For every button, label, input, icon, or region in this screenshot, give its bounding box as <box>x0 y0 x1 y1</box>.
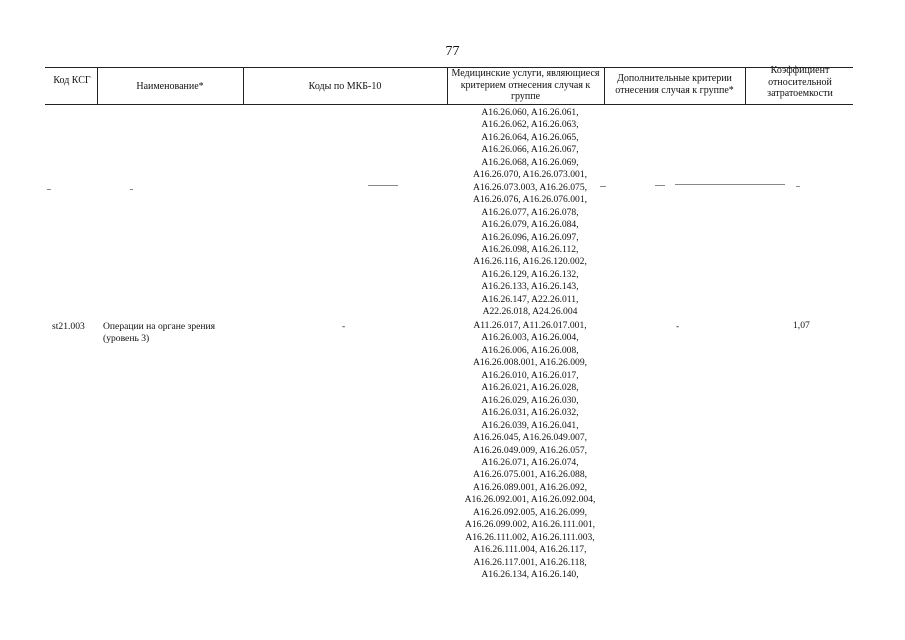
service-code-line: A16.26.111.004, A16.26.117, <box>473 544 587 556</box>
service-code-line: A16.26.073.003, A16.26.075, <box>472 181 588 193</box>
service-code-line: A16.26.021, A16.26.028, <box>481 382 579 394</box>
service-code-line: A16.26.062, A16.26.063, <box>481 119 579 131</box>
service-code-line: A16.26.060, A16.26.061, <box>481 107 579 118</box>
service-code-line: A16.26.089.001, A16.26.092, <box>472 481 588 493</box>
service-codes-list <box>440 320 620 582</box>
service-code-line: A16.26.010, A16.26.017, <box>481 369 579 381</box>
service-code-line: A16.26.008.001, A16.26.009, <box>472 357 588 369</box>
scan-mark <box>47 189 51 190</box>
service-code-line: A16.26.111.002, A16.26.111.003, <box>465 531 595 543</box>
service-code-line: A16.26.049.009, A16.26.057, <box>472 444 588 456</box>
col-divider <box>97 67 98 104</box>
service-code-line: A16.26.071, A16.26.074, <box>481 456 579 468</box>
service-code-line: A16.26.029, A16.26.030, <box>481 394 579 406</box>
service-code-line: A16.26.116, A16.26.120.002, <box>473 256 587 268</box>
scan-mark <box>368 185 398 186</box>
service-code-line: A16.26.006, A16.26.008, <box>481 344 579 356</box>
service-code-line: A16.26.147, A22.26.011, <box>481 293 579 305</box>
service-code-line: A16.26.064, A16.26.065, <box>481 131 579 143</box>
service-code-line: A16.26.092.005, A16.26.099, <box>472 506 588 518</box>
continued-codes-list <box>440 107 620 319</box>
extra-criteria: - <box>676 321 680 332</box>
header-bottom-border <box>45 104 853 105</box>
service-code-line: A16.26.003, A16.26.004, <box>481 332 579 344</box>
scan-mark <box>130 189 133 190</box>
header-criteria: Дополнительные критерии отнесения случая к группе* <box>615 73 734 96</box>
scan-mark <box>600 186 606 187</box>
coefficient: 1,07 <box>793 320 810 331</box>
scan-mark <box>655 185 665 186</box>
service-code-line: A16.26.133, A16.26.143, <box>481 281 579 293</box>
service-code-line: A16.26.068, A16.26.069, <box>481 156 579 168</box>
service-code-line: A16.26.079, A16.26.084, <box>481 219 579 231</box>
service-code-line: A16.26.066, A16.26.067, <box>481 144 579 156</box>
header-top-border <box>45 67 853 68</box>
scan-mark <box>675 184 785 185</box>
service-code-line: A16.26.070, A16.26.073.001, <box>472 169 588 181</box>
ksg-code: st21.003 <box>52 321 85 332</box>
service-code-line: A16.26.098, A16.26.112, <box>481 243 579 255</box>
header-services: Медицинские услуги, являющиеся критерием отнесения случая к группе <box>451 68 600 102</box>
service-code-line: A16.26.077, A16.26.078, <box>481 206 579 218</box>
service-code-line: A16.26.039, A16.26.041, <box>481 419 579 431</box>
mkb-codes: - <box>342 321 346 332</box>
col-divider <box>604 67 605 104</box>
scan-mark <box>796 186 800 187</box>
service-code-line: A16.26.096, A16.26.097, <box>481 231 579 243</box>
header-name: Наименование* <box>136 81 204 92</box>
col-divider <box>447 67 448 104</box>
service-code-line: A16.26.092.001, A16.26.092.004, <box>464 494 596 506</box>
page-number: 77 <box>445 44 460 59</box>
service-code-line: A16.26.031, A16.26.032, <box>481 407 579 419</box>
service-code-line: A16.26.045, A16.26.049.007, <box>472 432 588 444</box>
header-coef: Коэффициент относительной затратоемкости <box>767 65 833 99</box>
service-code-line: A16.26.117.001, A16.26.118, <box>473 556 587 568</box>
header-mkb: Коды по МКБ-10 <box>308 81 382 92</box>
header-code: Код КСГ <box>53 75 91 86</box>
service-code-line: A16.26.076, A16.26.076.001, <box>472 194 588 206</box>
row-name-line: (уровень 3) <box>103 333 150 345</box>
service-code-line: A16.26.099.002, A16.26.111.001, <box>464 519 596 531</box>
col-divider <box>243 67 244 104</box>
service-code-line: A22.26.018, A24.26.004 <box>482 306 578 318</box>
service-code-line: A16.26.075.001, A16.26.088, <box>472 469 588 481</box>
row-name-line: Операции на органе зрения <box>103 321 216 332</box>
row-name <box>103 321 243 346</box>
service-code-line: A16.26.129, A16.26.132, <box>481 268 579 280</box>
col-divider <box>745 67 746 104</box>
service-code-line: A11.26.017, A11.26.017.001, <box>473 320 587 331</box>
service-code-line: A16.26.134, A16.26.140, <box>481 569 579 581</box>
